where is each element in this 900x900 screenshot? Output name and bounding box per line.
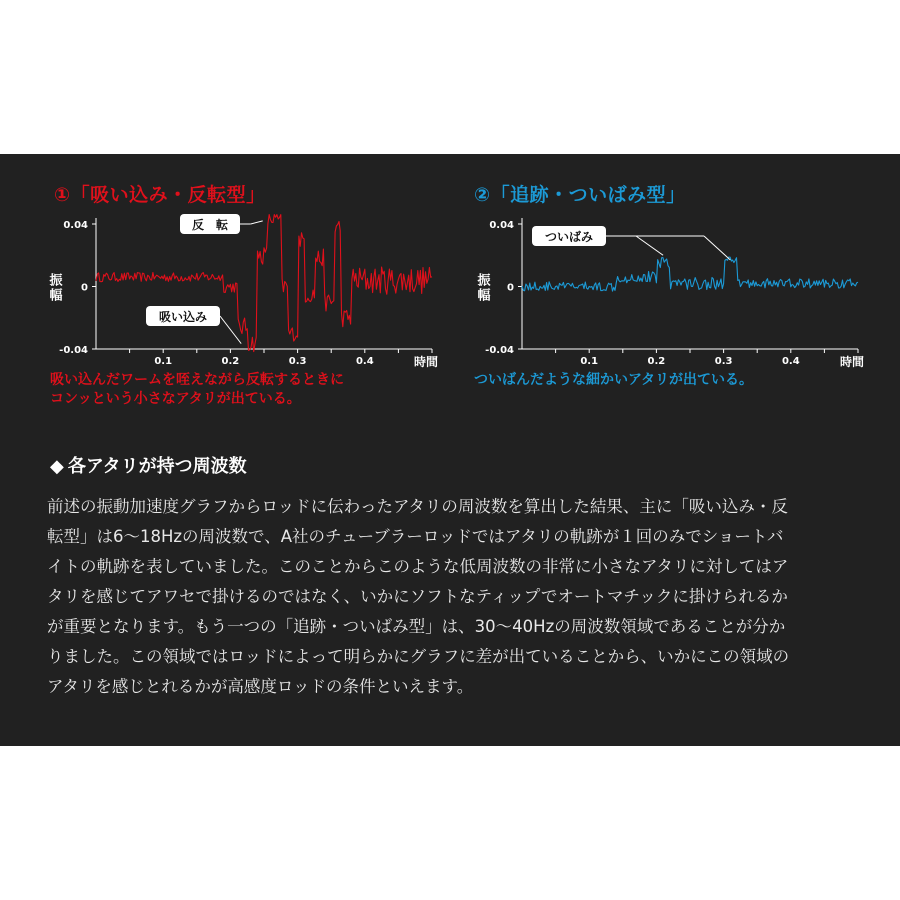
chart-svg-suction-reversal — [40, 174, 460, 369]
body-line: アタリを感じとれるかが高感度ロッドの条件といえます。 — [47, 677, 474, 696]
x-tick-label: 0.3 — [288, 356, 307, 367]
body-line: イトの軌跡を表していました。このことからこのような低周波数の非常に小さなアタリに対してはア — [47, 557, 789, 576]
y-tick-label: -0.04 — [59, 345, 88, 356]
x-tick-label: 0.2 — [221, 356, 240, 367]
y-tick-label: 0.04 — [489, 220, 514, 231]
y-axis-label: 振 — [49, 273, 63, 289]
x-tick-label: 0.3 — [714, 356, 733, 367]
caption-line: コンッという小さなアタリが出ている。 — [50, 391, 301, 407]
y-axis-label: 振 — [477, 273, 491, 289]
caption-line: ついばんだような細かいアタリが出ている。 — [474, 372, 754, 388]
x-tick-label: 0.2 — [647, 356, 666, 367]
body-line: 前述の振動加速度グラフからロッドに伝わったアタリの周波数を算出した結果、主に「吸い込み・反 — [47, 497, 788, 516]
x-axis-label: 時間 — [839, 355, 865, 369]
diamond-icon: ◆ — [50, 456, 64, 477]
x-tick-label: 0.1 — [154, 356, 173, 367]
y-tick-label: -0.04 — [485, 345, 514, 356]
section-heading-text: 各アタリが持つ周波数 — [67, 456, 247, 477]
chart-title: ②「追跡・ついばみ型」 — [474, 184, 686, 206]
y-axis-label: 幅 — [49, 288, 63, 304]
x-axis-label: 時間 — [413, 355, 439, 369]
y-tick-label: 0 — [507, 282, 514, 294]
chart-caption — [474, 371, 753, 390]
body-line: が重要となります。もう一つの「追跡・ついばみ型」は、30〜40Hzの周波数領域であることが分か — [47, 617, 786, 636]
x-tick-label: 0.1 — [580, 356, 599, 367]
y-tick-label: 0.04 — [63, 220, 88, 231]
x-tick-label: 0.4 — [781, 356, 800, 367]
caption-line: 吸い込んだワームを咥えながら反転するときに — [50, 372, 344, 388]
y-tick-label: 0 — [81, 282, 88, 294]
chart-title: ①「吸い込み・反転型」 — [54, 184, 266, 206]
body-line: りました。この領域ではロッドによって明らかにグラフに差が出ていることから、いかにこの領域の — [47, 647, 790, 666]
body-paragraph — [47, 492, 867, 702]
section-heading — [50, 452, 247, 478]
body-line: 転型」は6〜18Hzの周波数で、A社のチューブラーロッドではアタリの軌跡が１回のみでショートバ — [47, 527, 784, 546]
callout-leader — [704, 236, 730, 260]
body-line: タリを感じてアワセで掛けるのではなく、いかにソフトなティップでオートマチックに掛けられるか — [47, 587, 788, 606]
callout-label: 反 転 — [191, 218, 229, 232]
callout-leader — [636, 236, 663, 255]
series-line — [522, 257, 858, 291]
x-tick-label: 0.4 — [355, 356, 374, 367]
callout-leader — [251, 221, 263, 224]
series-line — [96, 215, 432, 352]
y-axis-label: 幅 — [477, 288, 491, 304]
callout-label: 吸い込み — [158, 310, 208, 324]
callout-label: ついばみ — [544, 230, 594, 244]
chart-svg-tracking-pecking — [466, 174, 886, 369]
dark-panel — [0, 154, 900, 746]
chart-caption — [50, 371, 344, 409]
